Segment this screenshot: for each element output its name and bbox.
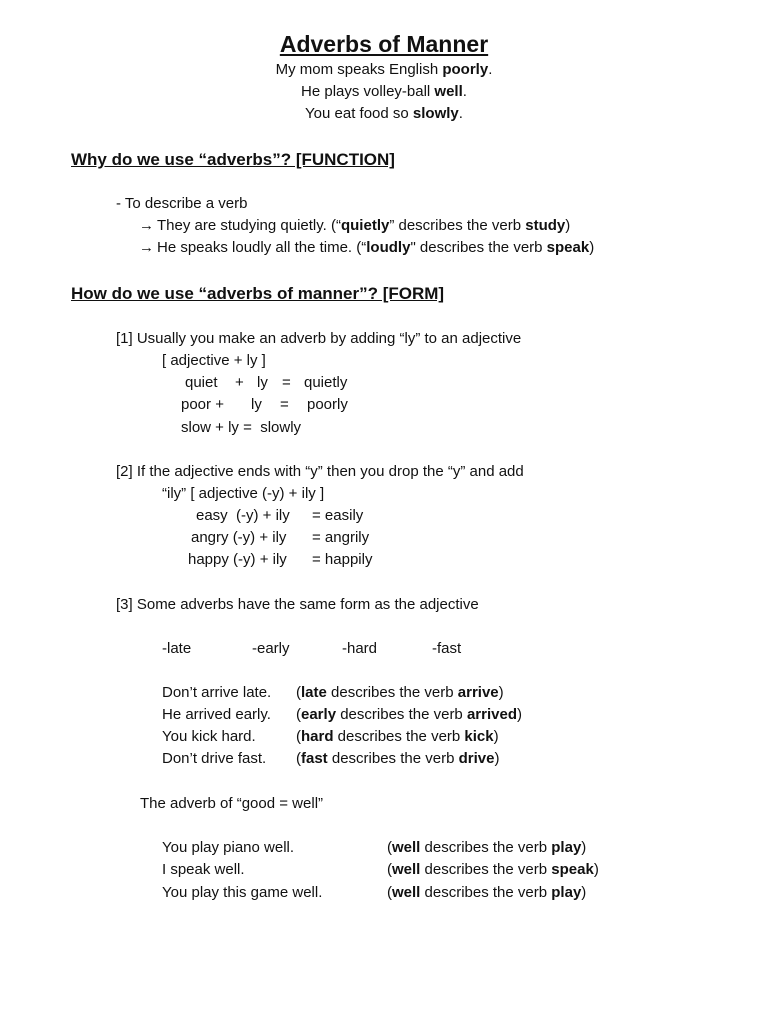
example-sentence — [0, 60, 768, 80]
rule1-example: slow + ly = slowly — [181, 419, 302, 436]
rule2-text: [2] If the adjective ends with “y” then you drop the “y” and add — [116, 463, 524, 480]
rule3-text: [3] Some adverbs have the same form as the adjective — [116, 596, 479, 613]
good-well-text: The adverb of “good = well” — [140, 795, 324, 812]
example-adverb: poorly — [442, 61, 489, 78]
example-adverb: well — [434, 83, 463, 100]
function-example: → They are studying quietly. (“quietly” describes the verb study) — [139, 217, 571, 234]
example-text: My mom speaks English — [275, 61, 443, 78]
example-text: You eat food so — [305, 105, 413, 122]
example-punct: . — [488, 61, 493, 78]
arrow-right-icon: → — [139, 239, 154, 256]
function-example: → He speaks loudly all the time. (“loudly" describes the verb speak) — [139, 239, 595, 256]
arrow-right-icon: → — [139, 217, 154, 234]
example-sentence — [0, 104, 768, 124]
rule2-formula: “ily” [ adjective (-y) + ily ] — [162, 485, 325, 502]
rule1-text: [1] Usually you make an adverb by adding “ly” to an adjective — [116, 330, 522, 347]
example-text: He plays volley-ball — [301, 83, 435, 100]
example-adverb: slowly — [412, 105, 459, 122]
example-punct: . — [462, 83, 467, 100]
example-punct: . — [458, 105, 463, 122]
example-sentence — [0, 82, 768, 102]
rule3-word: -hard — [342, 640, 378, 657]
rule1-formula: [ adjective + ly ] — [162, 352, 266, 369]
function-heading: Why do we use “adverbs”? [FUNCTION] — [71, 150, 395, 169]
rule3-word: -late — [162, 640, 192, 657]
page-title: Adverbs of Manner — [279, 31, 489, 57]
rule3-word: -fast — [432, 640, 462, 657]
form-heading: How do we use “adverbs of manner”? [FORM] — [71, 284, 445, 303]
rule3-word: -early — [252, 640, 290, 657]
function-point: - To describe a verb — [116, 195, 248, 212]
